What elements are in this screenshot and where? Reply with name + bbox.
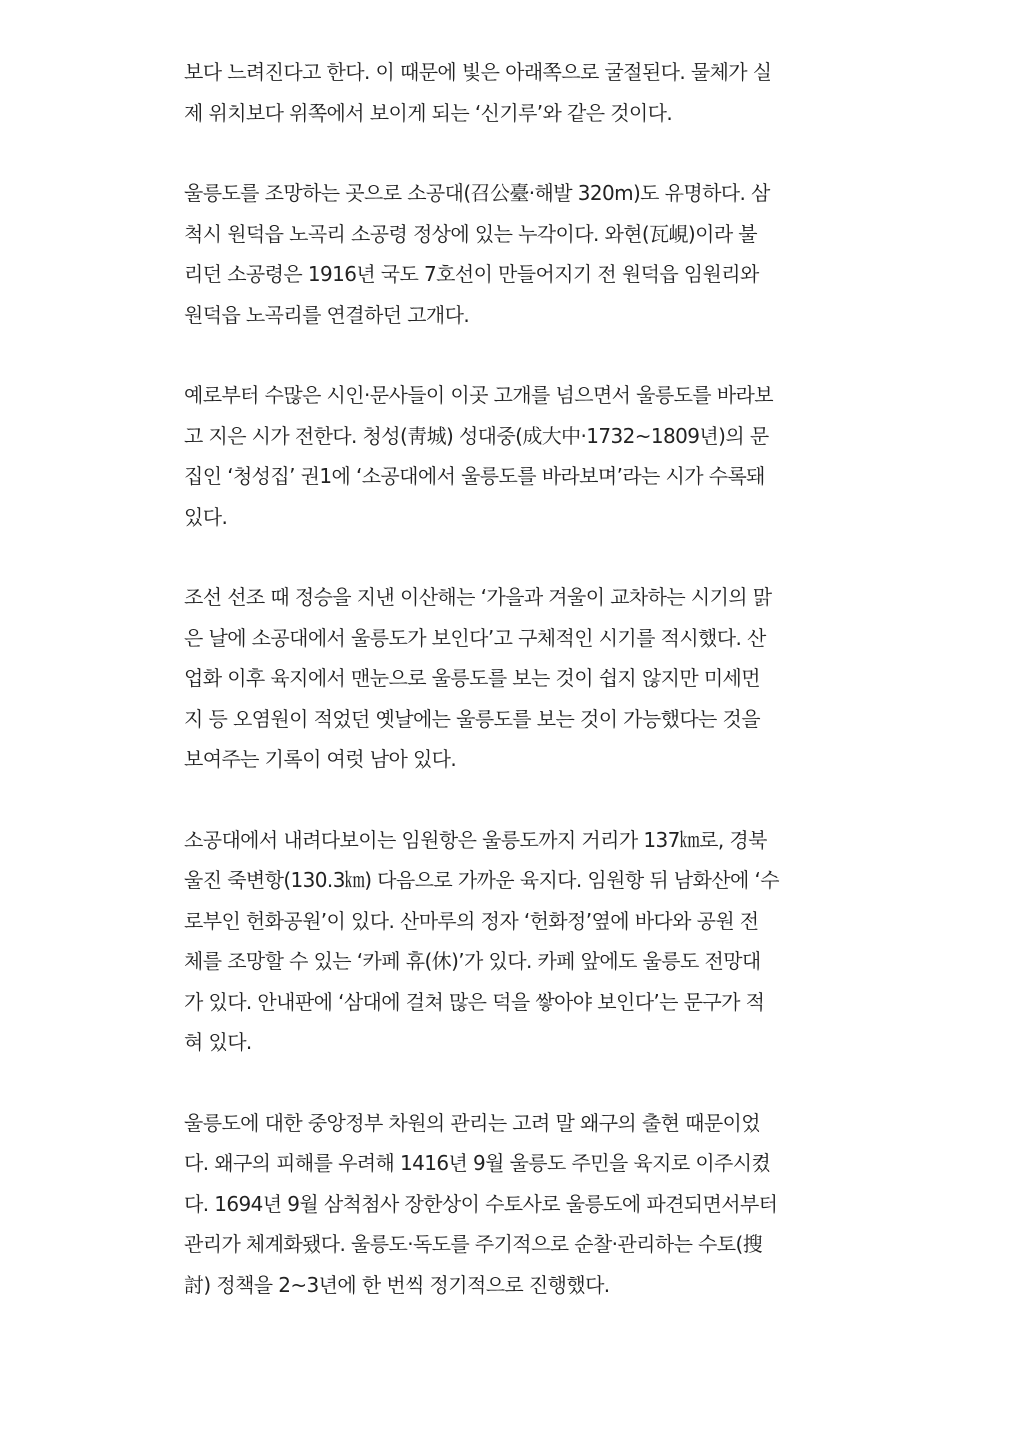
text-line: 척시 원덕읍 노곡리 소공령 정상에 있는 누각이다. 와현(瓦峴)이라 불	[184, 221, 758, 246]
paragraph-1	[184, 52, 844, 133]
text-line: 관리가 체계화됐다. 울릉도·독도를 주기적으로 순찰·관리하는 수토(搜	[184, 1232, 763, 1256]
text-line: 제 위치보다 위쪽에서 보이게 되는 ‘신기루’와 같은 것이다.	[184, 100, 673, 125]
text-line: 원덕읍 노곡리를 연결하던 고개다.	[184, 302, 470, 327]
text-line: 討) 정책을 2~3년에 한 번씩 정기적으로 진행했다.	[184, 1272, 610, 1297]
text-line: 울릉도에 대한 중앙정부 차원의 관리는 고려 말 왜구의 출현 때문이었	[184, 1110, 760, 1135]
text-line: 업화 이후 육지에서 맨눈으로 울릉도를 보는 것이 쉽지 않지만 미세먼	[184, 666, 760, 690]
text-line: 가 있다. 안내판에 ‘삼대에 걸쳐 많은 덕을 쌓아야 보인다’는 문구가 적	[184, 989, 765, 1014]
text-line: 리던 소공령은 1916년 국도 7호선이 만들어지기 전 원덕읍 임원리와	[184, 262, 759, 286]
text-line: 예로부터 수많은 시인·문사들이 이곳 고개를 넘으면서 울릉도를 바라보	[184, 383, 773, 407]
text-line: 다. 왜구의 피해를 우려해 1416년 9월 울릉도 주민을 육지로 이주시켰	[184, 1151, 771, 1175]
text-line: 체를 조망할 수 있는 ‘카페 휴(休)’가 있다. 카페 앞에도 울릉도 전망대	[184, 949, 761, 973]
text-line: 집인 ‘청성집’ 권1에 ‘소공대에서 울릉도를 바라보며’라는 시가 수록돼	[184, 464, 765, 488]
text-line: 보다 느려진다고 한다. 이 때문에 빛은 아래쪽으로 굴절된다. 물체가 실	[184, 60, 772, 84]
text-line: 울릉도를 조망하는 곳으로 소공대(召公臺·해발 320m)도 유명하다. 삼	[184, 181, 770, 205]
text-line: 조선 선조 때 정승을 지낸 이산해는 ‘가을과 겨울이 교차하는 시기의 맑	[184, 585, 772, 609]
text-line: 울진 죽변항(130.3㎞) 다음으로 가까운 육지다. 임원항 뒤 남화산에 ‘수	[184, 868, 779, 892]
paragraph-5	[184, 820, 844, 1063]
text-line: 혀 있다.	[184, 1030, 252, 1054]
paragraph-4	[184, 577, 844, 780]
article-body	[184, 52, 844, 1345]
text-line: 있다.	[184, 504, 228, 529]
text-line: 은 날에 소공대에서 울릉도가 보인다’고 구체적인 시기를 적시했다. 산	[184, 625, 766, 650]
text-line: 로부인 헌화공원’이 있다. 산마루의 정자 ‘헌화정’옆에 바다와 공원 전	[184, 908, 759, 933]
text-line: 고 지은 시가 전한다. 청성(靑城) 성대중(成大中·1732~1809년)의 문	[184, 423, 769, 448]
paragraph-6	[184, 1103, 844, 1306]
text-line: 다. 1694년 9월 삼척첨사 장한상이 수토사로 울릉도에 파견되면서부터	[184, 1191, 778, 1216]
paragraph-3	[184, 375, 844, 537]
text-line: 지 등 오염원이 적었던 옛날에는 울릉도를 보는 것이 가능했다는 것을	[184, 706, 760, 731]
paragraph-2	[184, 173, 844, 335]
text-line: 보여주는 기록이 여럿 남아 있다.	[184, 747, 457, 771]
text-line: 소공대에서 내려다보이는 임원항은 울릉도까지 거리가 137㎞로, 경북	[184, 827, 767, 852]
